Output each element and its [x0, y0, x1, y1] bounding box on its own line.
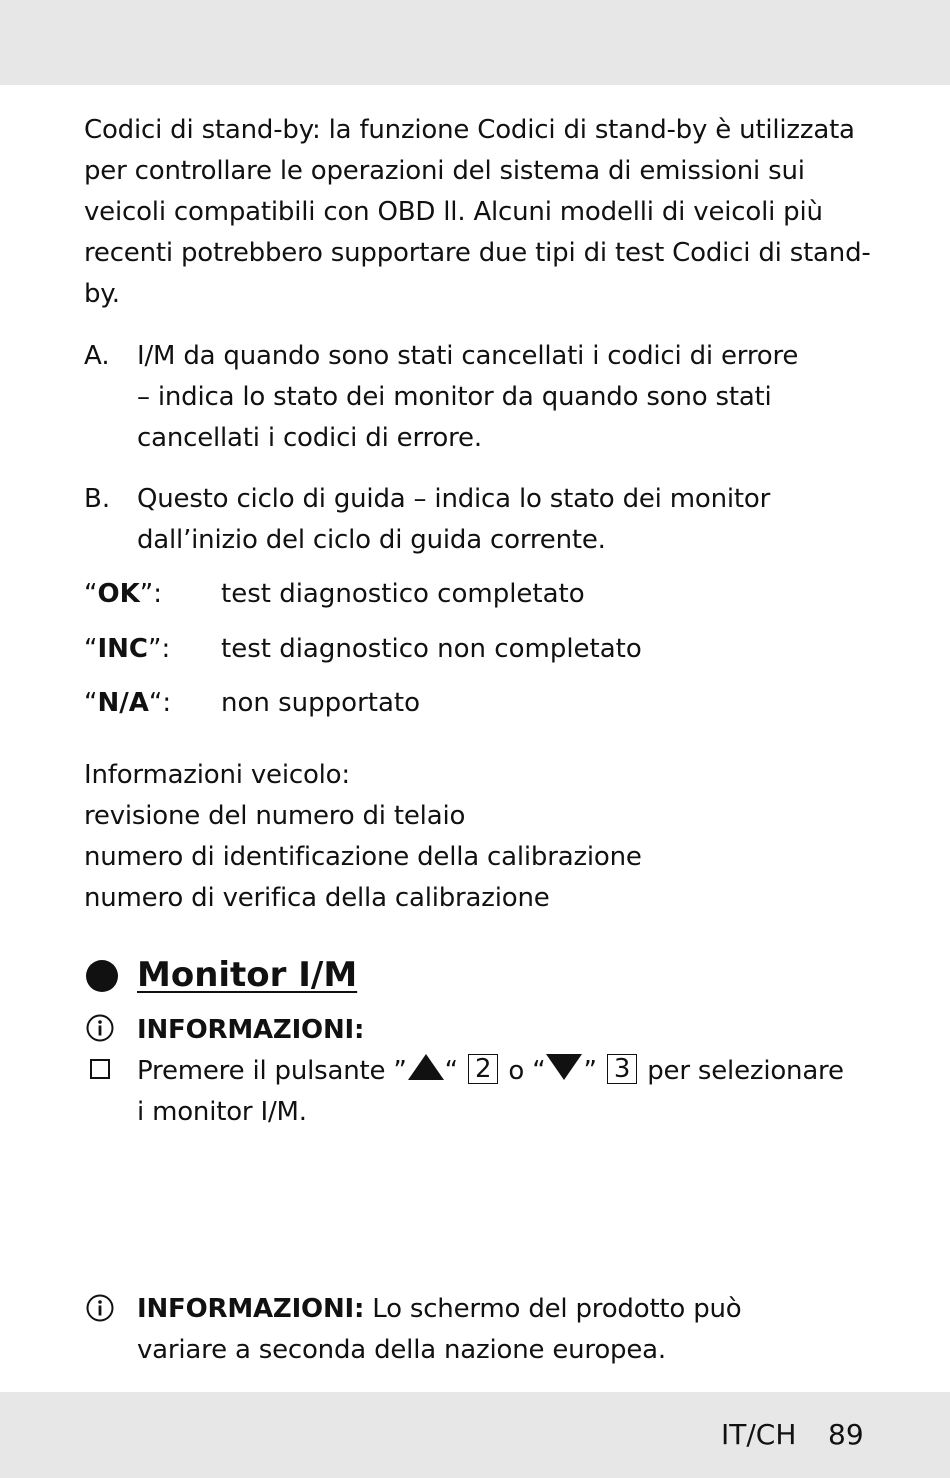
- definition-term: “OK”:: [84, 579, 162, 609]
- term-code: INC: [97, 634, 148, 664]
- step-checkbox-icon: [90, 1059, 110, 1079]
- step-connector: o “: [508, 1056, 546, 1086]
- footer-language: IT/CH: [721, 1418, 797, 1451]
- vehicle-info: [84, 755, 874, 919]
- definition-ok: [84, 574, 874, 615]
- list-item-body: [137, 336, 798, 459]
- definition-na: [84, 683, 874, 724]
- definition-term: “N/A“:: [84, 688, 172, 718]
- info-label: INFORMAZIONI:: [137, 1015, 365, 1045]
- vehicle-info-line: numero di identificazione della calibrazione: [84, 842, 642, 872]
- note-line-1: [137, 1289, 742, 1330]
- list-item-body: [137, 479, 770, 561]
- intro-line: per controllare le operazioni del sistema di emissioni sui: [84, 156, 805, 186]
- intro-line: Codici di stand-by: la funzione Codici di stand-by è utilizzata: [84, 115, 855, 145]
- list-marker: A.: [84, 341, 110, 371]
- step-text-after: per selezionare: [647, 1056, 844, 1086]
- term-code: N/A: [97, 688, 149, 718]
- button-number-up: 2: [468, 1054, 498, 1084]
- definition-inc: [84, 629, 874, 670]
- vehicle-info-line: Informazioni veicolo:: [84, 760, 350, 790]
- definition-term: “INC”:: [84, 634, 171, 664]
- definition-description: non supportato: [221, 688, 420, 718]
- note-text: Lo schermo del prodotto può: [372, 1294, 742, 1324]
- step-line-2: i monitor I/M.: [137, 1097, 307, 1127]
- section-heading: Monitor I/M: [137, 955, 358, 995]
- triangle-up-icon: [407, 1053, 445, 1081]
- vehicle-info-line: numero di verifica della calibrazione: [84, 883, 550, 913]
- note-line-2: variare a seconda della nazione europea.: [137, 1335, 666, 1365]
- page-number: 89: [828, 1418, 864, 1451]
- definition-description: test diagnostico completato: [221, 579, 585, 609]
- intro-line: veicoli compatibili con OBD ll. Alcuni modelli di veicoli più: [84, 197, 823, 227]
- intro-line: recenti potrebbero supportare due tipi di test Codici di stand-: [84, 238, 871, 268]
- step-line-1: Premere il pulsante ” “ 2 o “ ” 3 per selezionare: [137, 1054, 844, 1086]
- definition-description: test diagnostico non completato: [221, 634, 642, 664]
- step-text-before: Premere il pulsante ”: [137, 1056, 407, 1086]
- section-bullet-icon: [86, 960, 118, 992]
- term-code: OK: [97, 579, 140, 609]
- note-label: INFORMAZIONI:: [137, 1294, 365, 1324]
- list-line: Questo ciclo di guida – indica lo stato dei monitor: [137, 484, 771, 514]
- list-marker: B.: [84, 484, 111, 514]
- button-number-down: 3: [607, 1054, 637, 1084]
- info-icon: [86, 1294, 114, 1322]
- list-line: cancellati i codici di errore.: [137, 423, 482, 453]
- triangle-down-icon: [545, 1053, 583, 1081]
- top-margin-band: [0, 0, 950, 85]
- vehicle-info-line: revisione del numero di telaio: [84, 801, 466, 831]
- intro-paragraph: [84, 110, 874, 315]
- intro-line: by.: [84, 279, 120, 309]
- list-line: – indica lo stato dei monitor da quando sono stati: [137, 382, 772, 412]
- info-icon: [86, 1014, 114, 1042]
- list-line: I/M da quando sono stati cancellati i codici di errore: [137, 341, 799, 371]
- bottom-margin-band: [0, 1392, 950, 1478]
- list-line: dall’inizio del ciclo di guida corrente.: [137, 525, 606, 555]
